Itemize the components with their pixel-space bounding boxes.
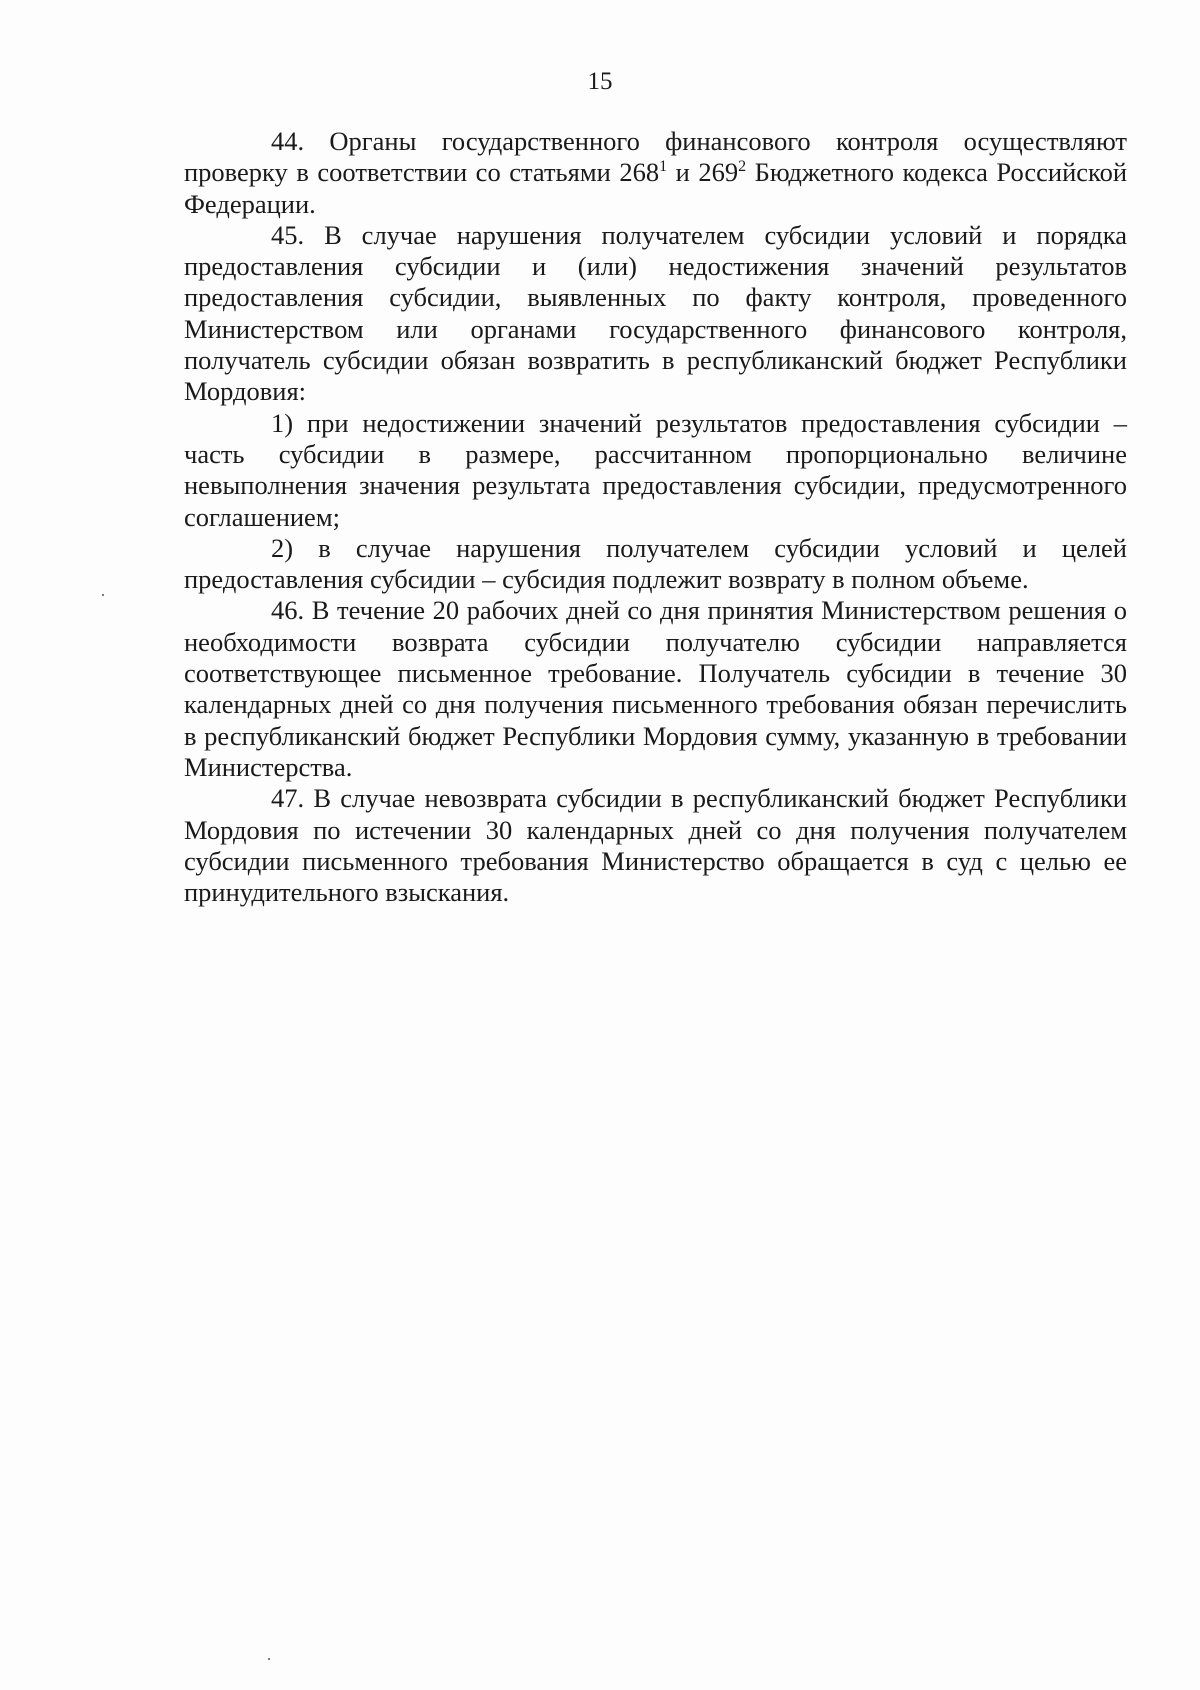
paragraph-45: 45. В случае нарушения получателем субсидии условий и порядка предоставления субсидии и (или) недостижения значений результатов предоставления субсидии, выявленных по факту контроля, проведенного Министерством или органами государственного финансового контроля, получатель субсидии обязан возвратить в республиканский бюджет Республики Мордовия: — [184, 219, 1127, 407]
scan-speck — [102, 594, 104, 596]
paragraph-45-item-2: 2) в случае нарушения получателем субсидии условий и целей предоставления субсидии – субсидия подлежит возврату в полном объеме. — [184, 532, 1127, 595]
page-number: 15 — [587, 68, 613, 95]
paragraph-45-item-1: 1) при недостижении значений результатов предоставления субсидии – часть субсидии в размере, рассчитанном пропорционально величине невыполнения значения результата предоставления субсидии, предусмотренного соглашением; — [184, 407, 1127, 532]
superscript-article-269: 2 — [738, 158, 747, 176]
paragraph-44-text-2: и 269 — [667, 157, 739, 188]
paragraph-44-text-3: Бюджетного кодекса Российской Федерации. — [184, 157, 1128, 219]
paragraph-46: 46. В течение 20 рабочих дней со дня принятия Министерством решения о необходимости возврата субсидии получателю субсидии направляется соответствующее письменное требование. Получатель субсидии в течение 30 календарных дней со дня получения письменного требования обязан перечислить в республиканский бюджет Республики Мордовия сумму, указанную в требовании Министерства. — [184, 595, 1127, 782]
paragraph-44 — [184, 126, 1127, 220]
paragraph-47: 47. В случае невозврата субсидии в республиканский бюджет Республики Мордовия по истечении 30 календарных дней со дня получения получателем субсидии письменного требования Министерство обращается в суд с целью ее принудительного взыскания. — [184, 783, 1127, 908]
paragraph-44-text-1: 44. Органы государственного финансового контроля осуществляют проверку в соответствии со статьями 268 — [184, 126, 1127, 188]
superscript-article-268: 1 — [659, 158, 668, 176]
scan-speck — [268, 1658, 270, 1660]
document-body — [184, 126, 1127, 908]
